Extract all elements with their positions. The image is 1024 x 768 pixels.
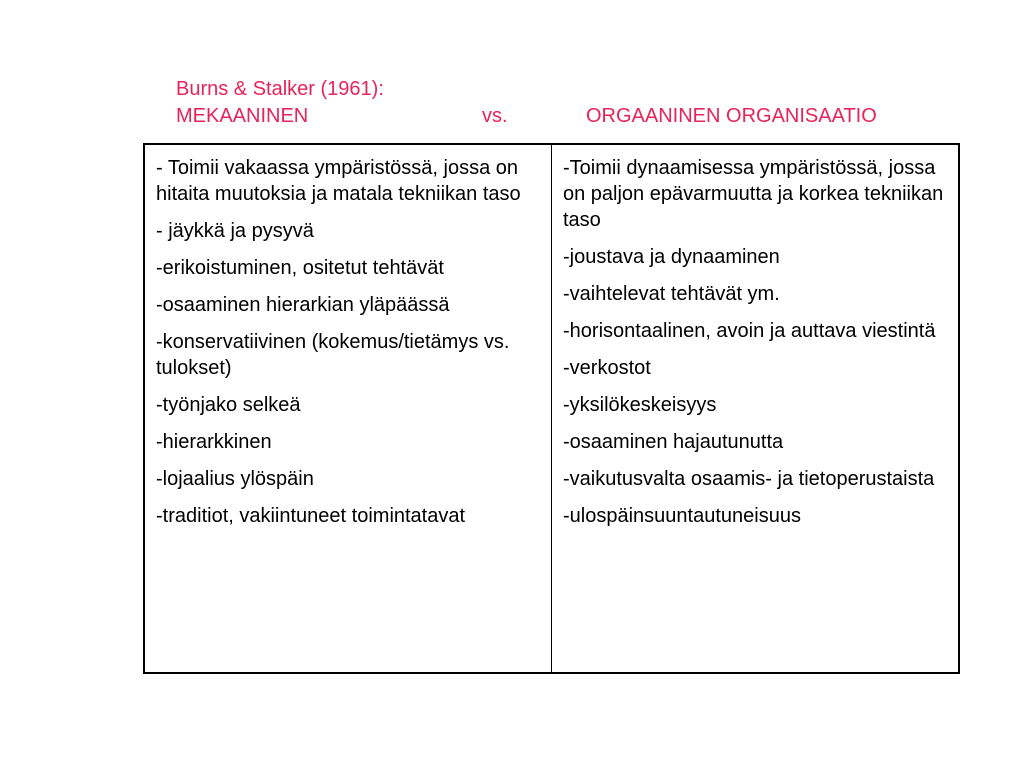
list-item: -vaihtelevat tehtävät ym.: [563, 283, 780, 305]
list-item: -ulospäinsuuntautuneisuus: [563, 505, 801, 527]
organic-column: [552, 145, 958, 672]
heading-vs: vs.: [482, 105, 508, 127]
slide-title: [176, 76, 976, 130]
mechanistic-column: [145, 145, 552, 672]
list-item: -lojaalius ylöspäin: [156, 468, 314, 490]
comparison-table: [143, 143, 960, 674]
list-item: -osaaminen hierarkian yläpäässä: [156, 294, 450, 316]
list-item: - Toimii vakaassa ympäristössä, jossa on hitaita muutoksia ja matala tekniikan taso: [156, 157, 521, 205]
heading-organic: ORGAANINEN ORGANISAATIO: [586, 105, 877, 127]
list-item: -horisontaalinen, avoin ja auttava viestintä: [563, 320, 936, 342]
mechanistic-list: [156, 155, 541, 529]
list-item: -työnjako selkeä: [156, 394, 301, 416]
list-item: -vaikutusvalta osaamis- ja tietoperustaista: [563, 468, 935, 490]
list-item: -konservatiivinen (kokemus/tietämys vs. tulokset): [156, 331, 510, 379]
list-item: -verkostot: [563, 357, 651, 379]
list-item: - jäykkä ja pysyvä: [156, 220, 314, 242]
heading-mechanistic: MEKAANINEN: [176, 105, 309, 127]
list-item: -joustava ja dynaaminen: [563, 246, 780, 268]
list-item: -Toimii dynaamisessa ympäristössä, jossa on paljon epävarmuutta ja korkea tekniikan taso: [563, 157, 944, 231]
organic-list: [563, 155, 948, 529]
title-comparison: [176, 103, 976, 130]
list-item: -yksilökeskeisyys: [563, 394, 717, 416]
list-item: -traditiot, vakiintuneet toimintatavat: [156, 505, 466, 527]
list-item: -osaaminen hajautunutta: [563, 431, 784, 453]
list-item: -hierarkkinen: [156, 431, 272, 453]
list-item: -erikoistuminen, ositetut tehtävät: [156, 257, 444, 279]
title-citation: Burns & Stalker (1961):: [176, 78, 384, 100]
